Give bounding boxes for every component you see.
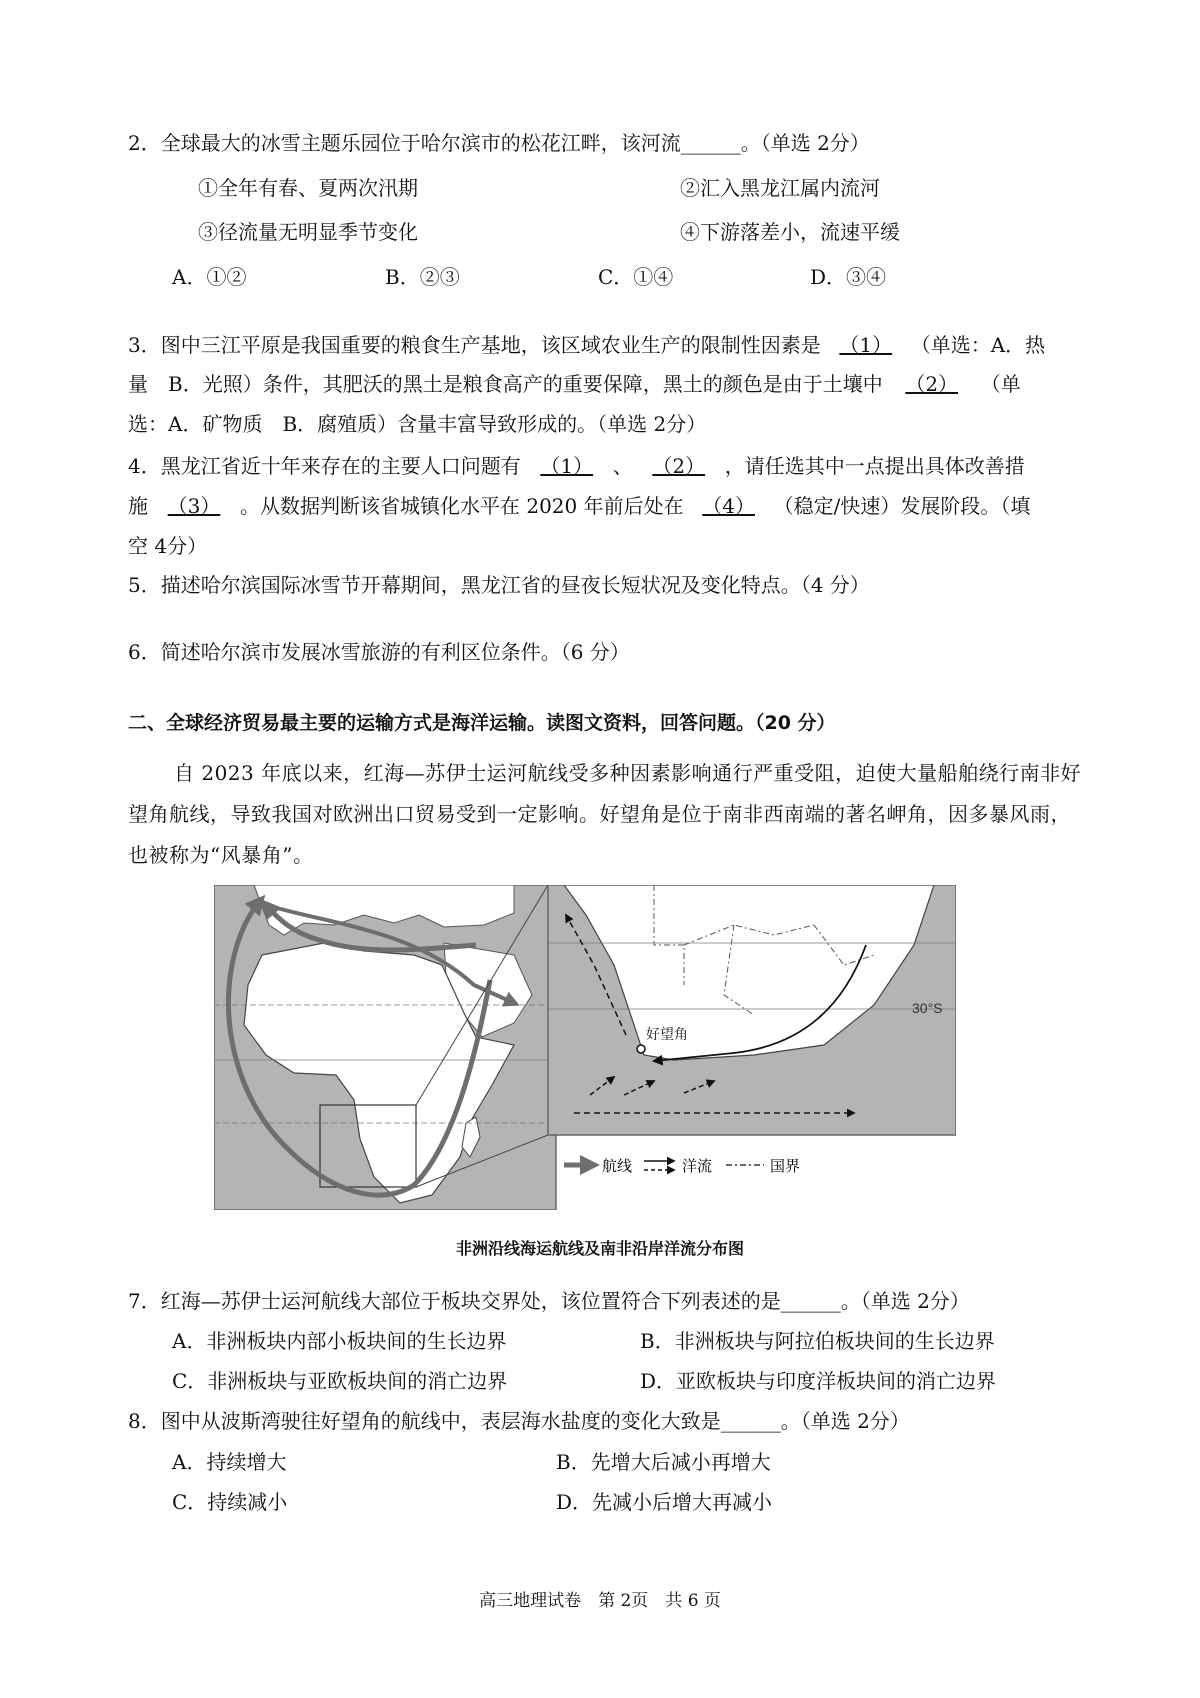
q7-option-c[interactable]: C．非洲板块与亚欧板块间的消亡边界: [172, 1369, 508, 1393]
q3-blank-1[interactable]: （1）: [839, 333, 893, 357]
section-2-paragraph: 自 2023 年底以来，红海—苏伊士运河航线受多种因素影响通行严重受阻，迫使大量船舶绕行南非好望角航线，导致我国对欧洲出口贸易受到一定影响。好望角是位于南非西南端的著名岬角，因多暴风雨，也被称为“风暴角”。: [128, 761, 1082, 867]
q8-option-a[interactable]: A．持续增大: [172, 1450, 287, 1474]
q4-blank-4[interactable]: （4）: [702, 494, 755, 518]
q2-option-c[interactable]: C．①④: [598, 265, 674, 289]
q7-option-b[interactable]: B．非洲板块与阿拉伯板块间的生长边界: [640, 1329, 995, 1353]
q4-text: ，请任选其中一点提出具体改善措: [724, 454, 1025, 478]
legend-route: 航线: [602, 1158, 633, 1175]
q2-stem: 2．全球最大的冰雪主题乐园位于哈尔滨市的松花江畔，该河流______。（单选 2分）: [128, 131, 870, 155]
map-legend: [564, 1158, 800, 1175]
left-map-panel: [214, 885, 556, 1210]
q4-text: 、: [612, 454, 633, 478]
q4-line-1: [128, 451, 1025, 481]
q3-text: （单选：A．热: [910, 333, 1046, 357]
q6-stem: 6．简述哈尔滨市发展冰雪旅游的有利区位条件。（6 分）: [128, 640, 630, 664]
cape-label: 好望角: [646, 1026, 688, 1042]
section-2-heading: 二、全球经济贸易最主要的运输方式是海洋运输。读图文资料，回答问题。（20 分）: [128, 712, 836, 734]
q4-text: 施: [128, 494, 148, 518]
right-map-panel: [548, 885, 956, 1135]
q2-item-3: ③径流量无明显季节变化: [198, 220, 418, 244]
q4-text: （稳定/快速）发展阶段。（填: [773, 494, 1031, 518]
latitude-label: 30°S: [912, 1000, 943, 1016]
q4-blank-2[interactable]: （2）: [652, 454, 706, 478]
q2-item-4: ④下游落差小，流速平缓: [680, 220, 900, 244]
q4-blank-3[interactable]: （3）: [167, 494, 221, 518]
q4-blank-1[interactable]: （1）: [540, 454, 594, 478]
q7-option-a[interactable]: A．非洲板块内部小板块间的生长边界: [172, 1329, 507, 1353]
q3-line-2: [128, 369, 1021, 399]
legend-current: 洋流: [682, 1158, 713, 1175]
q3-blank-2[interactable]: （2）: [905, 372, 959, 396]
q3-text: 量 B．光照）条件，其肥沃的黑土是粮食高产的重要保障，黑土的颜色是由于土壤中: [128, 372, 883, 396]
q8-option-c[interactable]: C．持续减小: [172, 1490, 288, 1514]
q3-text: （单: [980, 372, 1021, 396]
q8-option-d[interactable]: D．先减小后增大再减小: [556, 1490, 773, 1514]
q4-text: 。从数据判断该省城镇化水平在 2020 年前后处在: [240, 494, 684, 518]
q4-line-2: [128, 491, 1030, 521]
africa-route-map: [214, 885, 956, 1210]
q7-stem: 7．红海—苏伊士运河航线大部位于板块交界处，该位置符合下列表述的是______。（单选 2分）: [128, 1289, 970, 1313]
legend-border: 国界: [770, 1158, 801, 1175]
q2-item-2: ②汇入黑龙江属内流河: [680, 176, 880, 200]
q2-option-d[interactable]: D．③④: [810, 265, 887, 289]
q4-text: 4．黑龙江省近十年来存在的主要人口问题有: [128, 454, 521, 478]
figure-caption: 非洲沿线海运航线及南非沿岸洋流分布图: [455, 1239, 744, 1258]
q5-stem: 5．描述哈尔滨国际冰雪节开幕期间，黑龙江省的昼夜长短状况及变化特点。（4 分）: [128, 573, 870, 597]
q3-line-3: 选：A．矿物质 B．腐殖质）含量丰富导致形成的。（单选 2分）: [128, 412, 707, 436]
cape-marker: [637, 1045, 645, 1053]
q4-line-3: 空 4分）: [128, 534, 208, 558]
page-footer: 高三地理试卷 第 2页 共 6 页: [479, 1591, 721, 1611]
q8-option-b[interactable]: B．先增大后减小再增大: [556, 1450, 771, 1474]
q2-option-b[interactable]: B．②③: [385, 265, 460, 289]
q2-item-1: ①全年有春、夏两次汛期: [198, 176, 418, 200]
q2-option-a[interactable]: A．①②: [172, 265, 247, 289]
q7-option-d[interactable]: D．亚欧板块与印度洋板块间的消亡边界: [640, 1369, 997, 1393]
q8-stem: 8．图中从波斯湾驶往好望角的航线中，表层海水盐度的变化大致是______。（单选 2分）: [128, 1409, 910, 1433]
q3-text: 3．图中三江平原是我国重要的粮食生产基地，该区域农业生产的限制性因素是: [128, 333, 821, 357]
q3-line-1: [128, 330, 1045, 360]
